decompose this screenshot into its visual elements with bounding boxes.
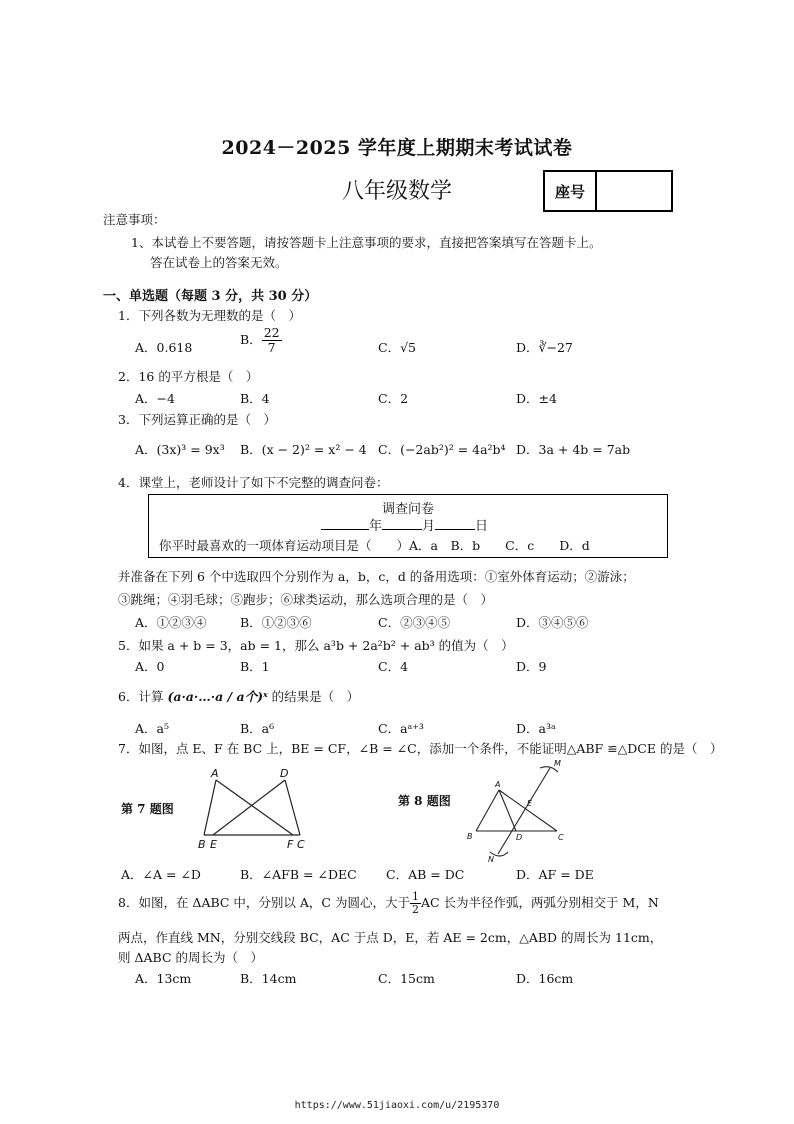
q6-option-c: C．aᵃ⁺³ — [378, 721, 424, 736]
notice-line-1: 1、本试卷上不要答题，请按答题卡上注意事项的要求，直接把答案填写在答题卡上。 — [131, 235, 602, 250]
fig7-point-d: D — [280, 767, 289, 780]
fig8-point-n: N — [488, 855, 494, 864]
q4-option-d: D．③④⑤⑥ — [516, 615, 589, 630]
fig8-point-e: E — [527, 799, 533, 808]
q6-stem-prefix: 6．计算 — [118, 689, 164, 704]
half-denominator: 2 — [411, 903, 419, 917]
q8-option-b: B．14cm — [240, 971, 297, 986]
q6-option-d: D．a³ᵃ — [516, 721, 556, 736]
fig7-point-c: C — [297, 838, 305, 851]
survey-day: 日 — [475, 519, 489, 534]
fraction-numerator: 22 — [263, 325, 280, 340]
q2-option-c: C．2 — [378, 391, 409, 406]
q7-stem: 7．如图，点 E、F 在 BC 上，BE = CF，∠B = ∠C，添加一个条件，不能证明△ABF ≌△DCE 的是（ ） — [118, 741, 723, 756]
q8-option-c: C．15cm — [378, 971, 435, 986]
q8-line-2: 两点，作直线 MN，分别交线段 BC，AC 于点 D，E，若 AE = 2cm，△ABD 的周长为 11cm， — [118, 930, 663, 945]
survey-month: 月 — [422, 519, 436, 534]
q3-option-a: A．(3x)³ = 9x³ — [135, 442, 225, 457]
exam-subtitle: 八年级数学 — [341, 179, 452, 204]
q2-option-d: D．±4 — [516, 391, 557, 406]
fig8-edge-ab — [476, 790, 499, 831]
q4-follow-2: ③跳绳；④羽毛球；⑤跑步；⑥球类运动，那么选项合理的是（ ） — [118, 592, 494, 607]
fig7-label: 第 7 题图 — [121, 802, 174, 816]
fig7-point-e: E — [210, 838, 217, 851]
fig7-point-a: A — [211, 767, 219, 780]
fig8-point-a: A — [495, 780, 501, 789]
q6-stem-suffix: 的结果是（ ） — [271, 689, 360, 704]
exam-title: 2024－2025 学年度上期期末考试试卷 — [221, 137, 573, 159]
q2-option-b: B．4 — [240, 391, 270, 406]
q6-stem — [118, 687, 359, 705]
footer-url[interactable]: https://www.51jiaoxi.com/u/2195370 — [294, 1100, 500, 1111]
q1-option-c: C．√5 — [378, 340, 416, 355]
fig8-line-mn — [498, 768, 550, 854]
half-numerator: 1 — [411, 890, 419, 903]
q5-option-b: B．1 — [240, 659, 270, 674]
year-blank[interactable] — [321, 517, 369, 530]
q4-stem: 4．课堂上，老师设计了如下不完整的调查问卷： — [118, 475, 389, 490]
fig7-edge-ab — [204, 780, 216, 835]
q6-option-b: B．a⁶ — [240, 721, 275, 736]
q8-line-3: 则 ΔABC 的周长为（ ） — [118, 950, 263, 965]
q6-option-a: A．a⁵ — [135, 721, 169, 736]
q2-stem: 2．16 的平方根是（ ） — [118, 369, 259, 384]
q1-stem: 1．下列各数为无理数的是（ ） — [118, 308, 301, 323]
q5-option-a: A．0 — [135, 659, 165, 674]
q8-line-1 — [118, 891, 659, 916]
fig7-diagram — [190, 762, 320, 852]
fig7-edge-de — [213, 780, 285, 835]
half-fraction — [410, 891, 421, 916]
fraction-denominator: 7 — [267, 339, 276, 355]
q4-option-b: B．①②③⑥ — [240, 615, 312, 630]
q3-stem: 3．下列运算正确的是（ ） — [118, 412, 276, 427]
q4-option-c: C．②③④⑤ — [378, 615, 451, 630]
q4-follow-1: 并准备在下列 6 个中选取四个分别作为 a，b，c，d 的备用选项：①室外体育运动；②游泳； — [118, 569, 635, 584]
q8-option-d: D．16cm — [516, 971, 574, 986]
q8-line-1-suffix: AC 长为半径作弧，两弧分别相交于 M，N — [420, 895, 659, 911]
q8-line-1-prefix: 8．如图，在 ΔABC 中，分别以 A，C 为圆心，大于 — [118, 895, 410, 911]
notice-line-2: 答在试卷上的答案无效。 — [150, 255, 288, 270]
q6-expression: (a·a·…·a / a个)ˣ — [167, 689, 268, 704]
fig7-edge-af — [216, 780, 293, 835]
q8-option-a: A．13cm — [135, 971, 192, 986]
fig8-point-c: C — [558, 833, 564, 842]
survey-box — [148, 494, 668, 558]
q3-option-c: C．(−2ab²)² = 4a²b⁴ — [378, 442, 506, 457]
fig7-edge-dc — [285, 780, 300, 835]
fig7-point-b: B — [198, 838, 206, 851]
q2-option-a: A．−4 — [135, 391, 175, 406]
fig8-point-d: D — [516, 833, 523, 842]
q5-stem: 5．如果 a + b = 3，ab = 1，那么 a³b + 2a²b² + ab³ 的值为（ ） — [118, 638, 514, 653]
day-blank[interactable] — [435, 517, 475, 530]
q7-option-b: B．∠AFB = ∠DEC — [240, 867, 357, 882]
q3-option-b: B．(x − 2)² = x² − 4 — [240, 442, 367, 457]
month-blank[interactable] — [382, 517, 422, 530]
survey-date — [321, 515, 488, 534]
q7-option-c: C．AB = DC — [386, 867, 465, 882]
q7-option-a: A．∠A = ∠D — [121, 867, 201, 882]
fig7-point-f: F — [287, 838, 294, 851]
notice-heading: 注意事项： — [103, 212, 166, 227]
q1-option-d: D．∛−27 — [516, 340, 573, 355]
q1-option-a: A．0.618 — [135, 340, 193, 355]
survey-title: 调查问卷 — [381, 502, 434, 517]
seat-number-box[interactable] — [543, 170, 673, 212]
q3-option-d: D．3a + 4b = 7ab — [516, 442, 631, 457]
q7-option-d: D．AF = DE — [516, 867, 594, 882]
fig8-point-m: M — [554, 759, 561, 768]
seat-label: 座号 — [545, 172, 597, 210]
q5-option-c: C．4 — [378, 659, 409, 674]
fig8-point-b: B — [467, 832, 473, 841]
q1-b-prefix: B． — [240, 331, 262, 347]
q5-option-d: D．9 — [516, 659, 547, 674]
q1-option-b — [240, 326, 282, 355]
q4-option-a: A．①②③④ — [135, 615, 207, 630]
section-heading: 一、单选题（每题 3 分，共 30 分） — [103, 289, 318, 304]
fig8-label: 第 8 题图 — [398, 794, 451, 808]
survey-question: 你平时最喜欢的一项体育运动项目是（ ）A．a B．b C．c D．d — [159, 538, 590, 553]
fig8-diagram — [462, 756, 572, 864]
survey-year: 年 — [369, 519, 383, 534]
fraction — [262, 326, 282, 355]
